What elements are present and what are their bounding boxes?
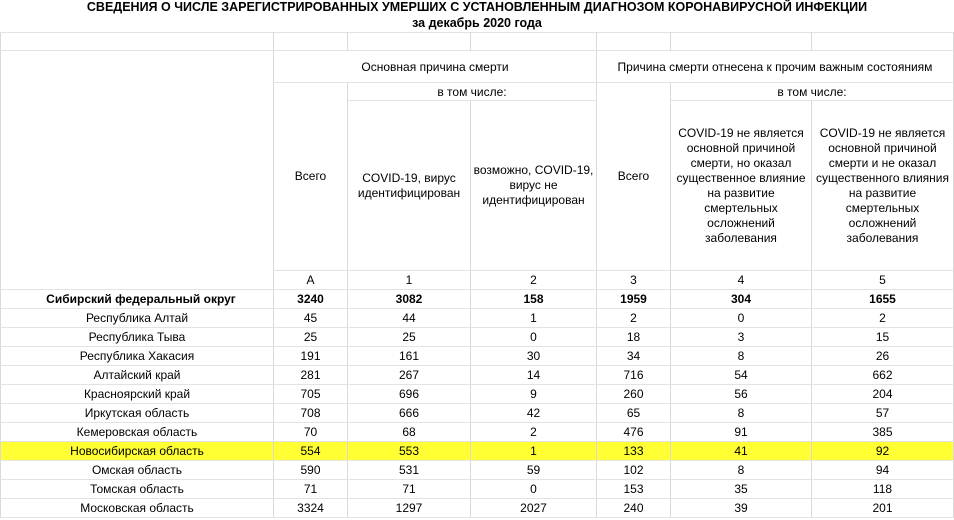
value-cell: 94 xyxy=(812,461,954,480)
value-cell: 133 xyxy=(597,442,671,461)
value-cell: 705 xyxy=(274,385,348,404)
value-cell: 8 xyxy=(671,404,812,423)
table-row xyxy=(1,499,954,518)
col6-header: COVID-19 не является основной причиной смерти и не оказал существенного влияния на развитие смертельных осложнений заболевания xyxy=(812,101,954,271)
main-total-header: Всего xyxy=(274,83,348,271)
row-name-header xyxy=(1,51,274,290)
value-cell: 158 xyxy=(471,290,597,309)
value-cell: 201 xyxy=(812,499,954,518)
value-cell: 26 xyxy=(812,347,954,366)
table-row xyxy=(1,423,954,442)
value-cell: 30 xyxy=(471,347,597,366)
value-cell: 56 xyxy=(671,385,812,404)
value-cell: 1297 xyxy=(348,499,471,518)
total-row xyxy=(1,290,954,309)
value-cell: 2 xyxy=(471,423,597,442)
value-cell: 25 xyxy=(274,328,348,347)
column-number: 1 xyxy=(348,271,471,290)
value-cell: 385 xyxy=(812,423,954,442)
value-cell: 281 xyxy=(274,366,348,385)
value-cell: 59 xyxy=(471,461,597,480)
value-cell: 1 xyxy=(471,442,597,461)
value-cell: 531 xyxy=(348,461,471,480)
table-row xyxy=(1,309,954,328)
value-cell: 14 xyxy=(471,366,597,385)
column-number: 4 xyxy=(671,271,812,290)
report-title: СВЕДЕНИЯ О ЧИСЛЕ ЗАРЕГИСТРИРОВАННЫХ УМЕРШИХ С УСТАНОВЛЕННЫМ ДИАГНОЗОМ КОРОНАВИРУСНОЙ ИНФЕКЦИИ xyxy=(86,0,868,14)
spacer-row xyxy=(1,33,954,51)
value-cell: 102 xyxy=(597,461,671,480)
table-row xyxy=(1,366,954,385)
value-cell: 708 xyxy=(274,404,348,423)
value-cell: 65 xyxy=(597,404,671,423)
main-cause-header: Основная причина смерти xyxy=(274,51,597,83)
value-cell: 240 xyxy=(597,499,671,518)
region-name: Алтайский край xyxy=(1,366,274,385)
column-number: А xyxy=(274,271,348,290)
value-cell: 41 xyxy=(671,442,812,461)
value-cell: 71 xyxy=(348,480,471,499)
column-number: 2 xyxy=(471,271,597,290)
value-cell: 34 xyxy=(597,347,671,366)
value-cell: 54 xyxy=(671,366,812,385)
value-cell: 304 xyxy=(671,290,812,309)
col2-header: COVID-19, вирус идентифицирован xyxy=(348,101,471,271)
value-cell: 204 xyxy=(812,385,954,404)
col3-header: возможно, COVID-19, вирус не идентифицирован xyxy=(471,101,597,271)
value-cell: 68 xyxy=(348,423,471,442)
value-cell: 8 xyxy=(671,347,812,366)
table-row xyxy=(1,385,954,404)
value-cell: 696 xyxy=(348,385,471,404)
value-cell: 3082 xyxy=(348,290,471,309)
column-number: 3 xyxy=(597,271,671,290)
value-cell: 25 xyxy=(348,328,471,347)
value-cell: 71 xyxy=(274,480,348,499)
region-name: Красноярский край xyxy=(1,385,274,404)
value-cell: 0 xyxy=(471,328,597,347)
table-row xyxy=(1,480,954,499)
value-cell: 70 xyxy=(274,423,348,442)
value-cell: 153 xyxy=(597,480,671,499)
value-cell: 161 xyxy=(348,347,471,366)
region-name: Республика Тыва xyxy=(1,328,274,347)
region-name: Республика Хакасия xyxy=(1,347,274,366)
value-cell: 42 xyxy=(471,404,597,423)
value-cell: 590 xyxy=(274,461,348,480)
table-row xyxy=(1,442,954,461)
value-cell: 267 xyxy=(348,366,471,385)
main-including-header: в том числе: xyxy=(348,83,597,101)
report-period: за декабрь 2020 года xyxy=(412,16,542,30)
value-cell: 44 xyxy=(348,309,471,328)
value-cell: 553 xyxy=(348,442,471,461)
region-name: Омская область xyxy=(1,461,274,480)
value-cell: 2 xyxy=(597,309,671,328)
value-cell: 716 xyxy=(597,366,671,385)
region-name: Республика Алтай xyxy=(1,309,274,328)
region-name: Московская область xyxy=(1,499,274,518)
value-cell: 2027 xyxy=(471,499,597,518)
value-cell: 1 xyxy=(471,309,597,328)
value-cell: 476 xyxy=(597,423,671,442)
value-cell: 92 xyxy=(812,442,954,461)
value-cell: 554 xyxy=(274,442,348,461)
other-including-header: в том числе: xyxy=(671,83,954,101)
col5-header: COVID-19 не является основной причиной смерти, но оказал существенное влияние на развитие смертельных осложнений заболевания xyxy=(671,101,812,271)
value-cell: 3 xyxy=(671,328,812,347)
table-row xyxy=(1,461,954,480)
value-cell: 1655 xyxy=(812,290,954,309)
value-cell: 35 xyxy=(671,480,812,499)
region-name: Томская область xyxy=(1,480,274,499)
value-cell: 9 xyxy=(471,385,597,404)
value-cell: 0 xyxy=(671,309,812,328)
value-cell: 2 xyxy=(812,309,954,328)
value-cell: 260 xyxy=(597,385,671,404)
value-cell: 18 xyxy=(597,328,671,347)
table-row xyxy=(1,404,954,423)
region-name: Новосибирская область xyxy=(1,442,274,461)
other-total-header: Всего xyxy=(597,83,671,271)
value-cell: 666 xyxy=(348,404,471,423)
table-row xyxy=(1,328,954,347)
value-cell: 1959 xyxy=(597,290,671,309)
value-cell: 3240 xyxy=(274,290,348,309)
value-cell: 8 xyxy=(671,461,812,480)
other-cause-header: Причина смерти отнесена к прочим важным состояниям xyxy=(597,51,954,83)
deaths-table xyxy=(0,32,954,518)
value-cell: 0 xyxy=(471,480,597,499)
value-cell: 39 xyxy=(671,499,812,518)
value-cell: 118 xyxy=(812,480,954,499)
value-cell: 91 xyxy=(671,423,812,442)
region-name: Кемеровская область xyxy=(1,423,274,442)
column-number: 5 xyxy=(812,271,954,290)
value-cell: 191 xyxy=(274,347,348,366)
value-cell: 15 xyxy=(812,328,954,347)
region-name: Иркутская область xyxy=(1,404,274,423)
table-row xyxy=(1,347,954,366)
region-name: Сибирский федеральный округ xyxy=(1,290,274,309)
value-cell: 3324 xyxy=(274,499,348,518)
value-cell: 57 xyxy=(812,404,954,423)
value-cell: 45 xyxy=(274,309,348,328)
value-cell: 662 xyxy=(812,366,954,385)
